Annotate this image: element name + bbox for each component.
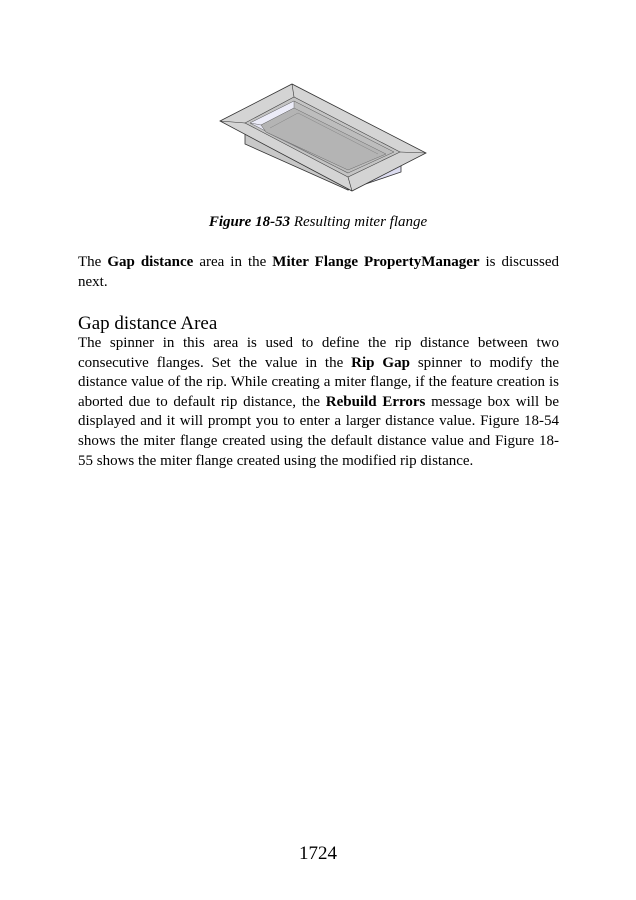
section-heading: Gap distance Area [78,313,218,334]
section-text-2: spinner to modify the distance value of the rip. While creating a miter flange, if the feature creation is aborted due to default rip distance, the [78,354,560,410]
intro-paragraph [78,253,559,292]
section-text-3: message box will be displayed and it will prompt you to enter a larger distance value. Figure 18-54 shows the miter flange created using the default distance value and Figure 18-55 shows the miter flange created using the modified rip distance. [78,393,559,469]
intro-bold-gap-distance: Gap distance [107,254,194,270]
intro-text-1: The [78,254,108,270]
intro-bold-property-manager: Miter Flange PropertyManager [272,254,480,270]
figure-title: Resulting miter flange [293,214,428,230]
section-bold-rip-gap: Rip Gap [351,354,410,371]
figure-number: Figure 18-53 [208,214,291,230]
figure-caption [0,214,636,231]
miter-flange-figure [218,80,428,205]
page-number: 1724 [299,843,337,864]
section-text-1: The spinner in this area is used to define the rip distance between two consecutive flanges. Set the value in the [78,335,559,371]
intro-text-3: is discussed next. [78,254,560,290]
section-bold-rebuild-errors: Rebuild Errors [325,393,426,410]
intro-text-2: area in the [193,254,273,270]
section-paragraph [78,334,559,471]
